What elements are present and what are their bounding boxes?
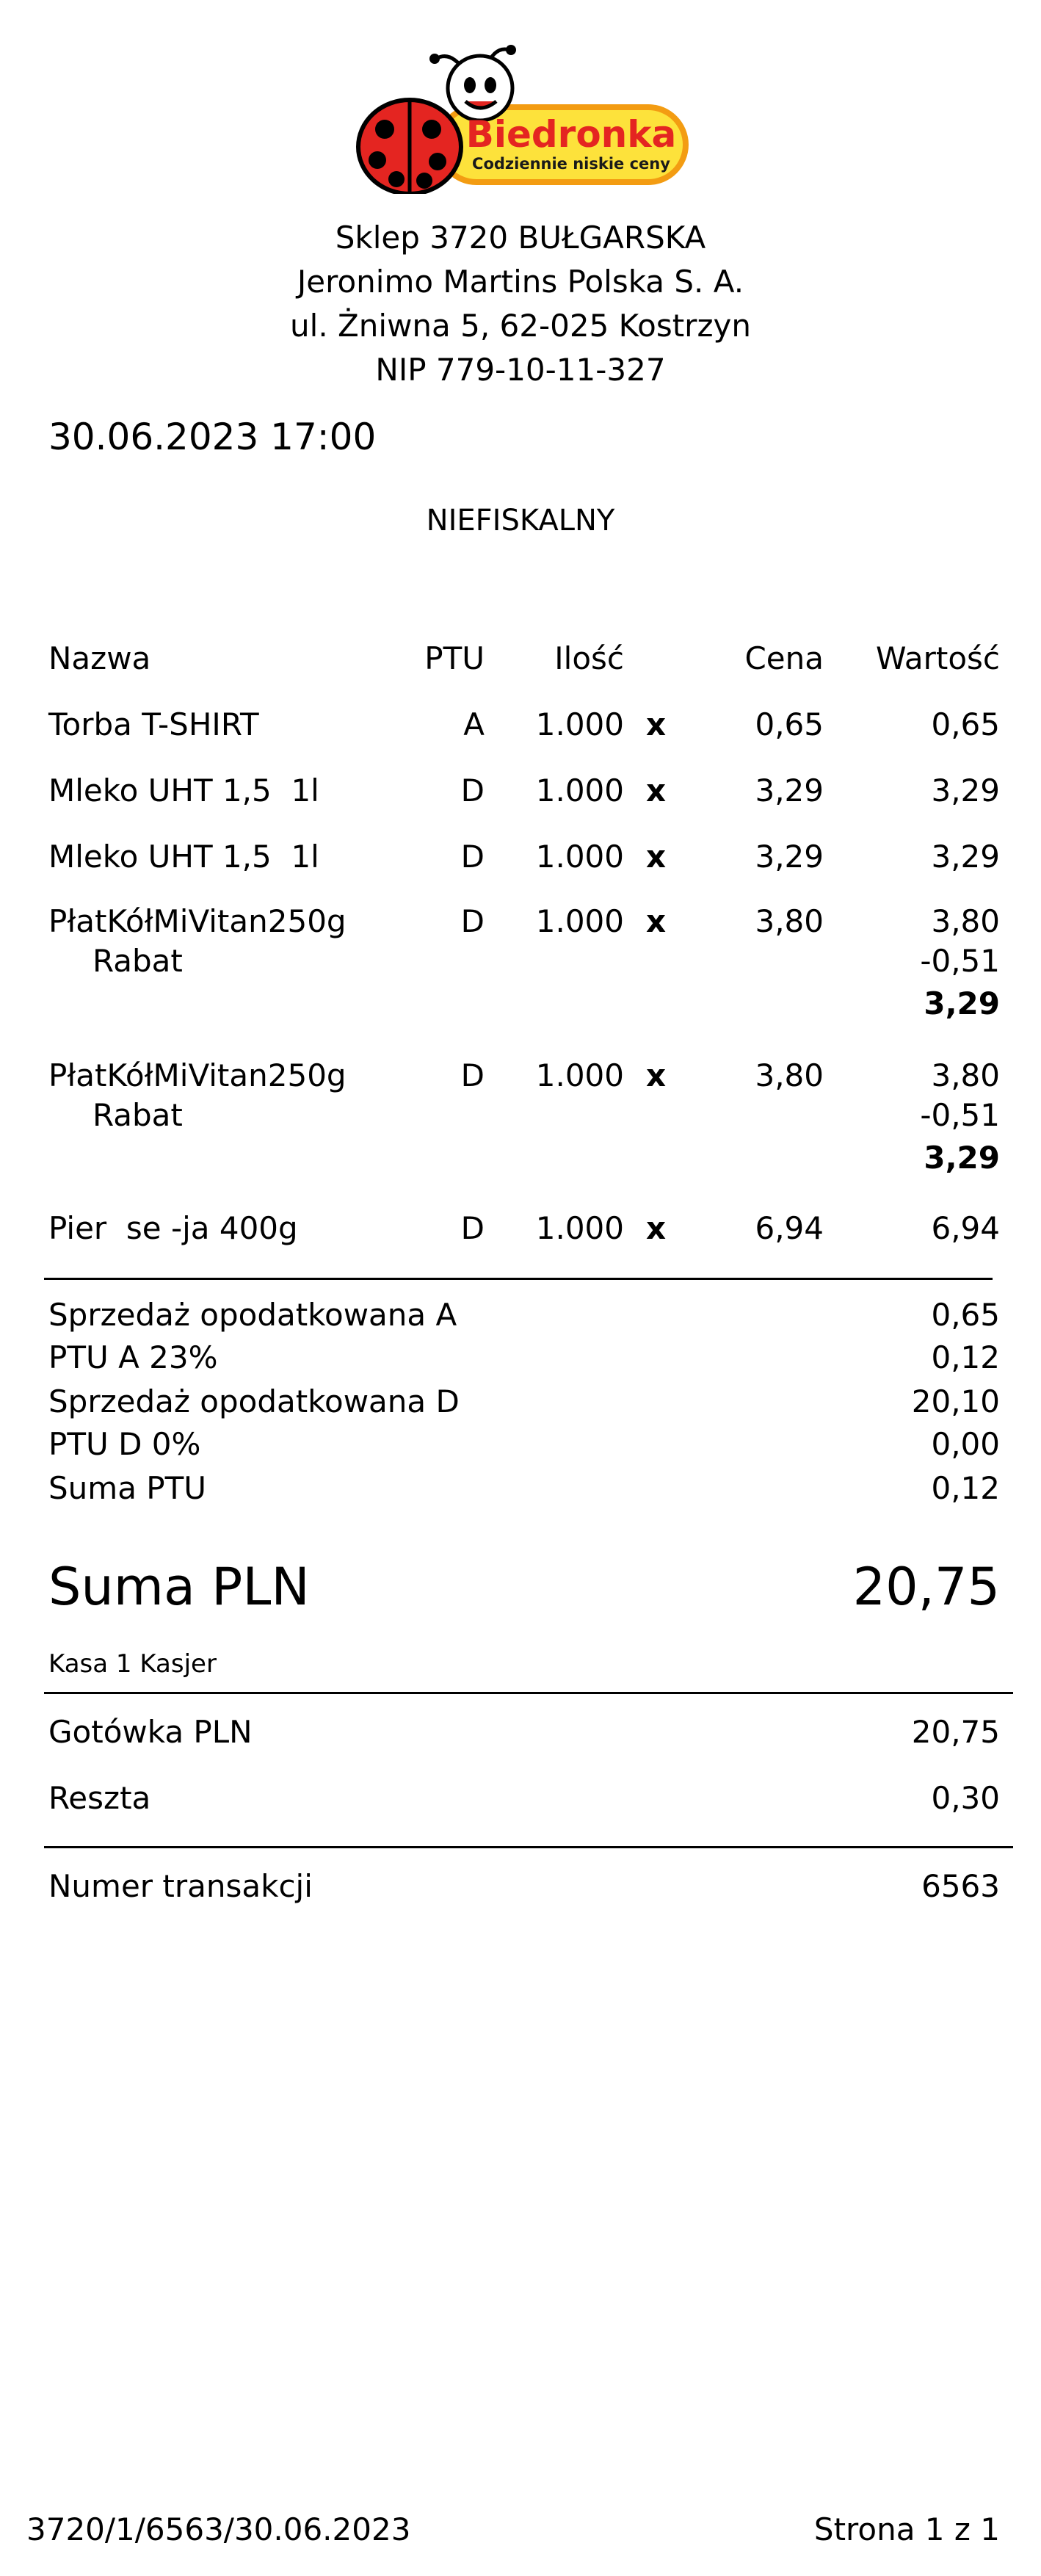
table-row xyxy=(48,903,1000,947)
item-ptu: D xyxy=(460,903,485,939)
payment-label: Reszta xyxy=(48,1780,151,1816)
summary-value: 0,00 xyxy=(931,1426,1000,1462)
footer-receipt-id: 3720/1/6563/30.06.2023 xyxy=(26,2511,411,2547)
item-ptu: D xyxy=(460,1057,485,1093)
store-address: ul. Żniwna 5, 62-025 Kostrzyn xyxy=(290,308,751,344)
header-qty: Ilość xyxy=(554,640,624,676)
discount-value: -0,51 xyxy=(920,1097,1000,1133)
divider xyxy=(44,1278,993,1280)
total-value: 20,75 xyxy=(852,1557,1000,1617)
biedronka-logo xyxy=(355,43,693,194)
table-row xyxy=(48,839,1000,883)
company-name: Jeronimo Martins Polska S. A. xyxy=(297,264,744,300)
item-value: 3,80 xyxy=(931,903,1000,939)
header-value: Wartość xyxy=(876,640,1000,676)
item-ptu: D xyxy=(460,1210,485,1246)
multiply-sign: x xyxy=(646,773,667,808)
item-qty: 1.000 xyxy=(535,773,624,808)
summary-value: 20,10 xyxy=(911,1383,1000,1419)
item-value: 3,80 xyxy=(931,1057,1000,1093)
multiply-sign: x xyxy=(646,706,667,742)
transaction-row xyxy=(48,1868,1000,1909)
item-price: 3,29 xyxy=(755,839,824,875)
summary-label: PTU D 0% xyxy=(48,1426,201,1462)
payment-value: 20,75 xyxy=(911,1714,1000,1750)
item-qty: 1.000 xyxy=(535,1057,624,1093)
summary-label: PTU A 23% xyxy=(48,1339,218,1375)
item-ptu: D xyxy=(460,839,485,875)
item-qty: 1.000 xyxy=(535,706,624,742)
summary-label: Sprzedaż opodatkowana D xyxy=(48,1383,460,1419)
transaction-number: 6563 xyxy=(921,1868,1000,1904)
item-name: PłatKółMiVitan250g xyxy=(48,903,347,939)
total-row xyxy=(48,1557,1000,1623)
item-ptu: A xyxy=(463,706,485,742)
item-price: 0,65 xyxy=(755,706,824,742)
item-price: 3,29 xyxy=(755,773,824,808)
item-name: Pier se -ja 400g xyxy=(48,1210,298,1246)
multiply-sign: x xyxy=(646,839,667,875)
item-name: Torba T-SHIRT xyxy=(48,706,259,742)
table-row xyxy=(48,1210,1000,1254)
summary-row xyxy=(48,1383,1000,1425)
discount-value: -0,51 xyxy=(920,943,1000,979)
item-qty: 1.000 xyxy=(535,1210,624,1246)
divider xyxy=(44,1692,1013,1694)
item-price: 3,80 xyxy=(755,903,824,939)
value-after-discount: 3,29 xyxy=(924,1140,1000,1176)
item-value: 3,29 xyxy=(931,839,1000,875)
item-name: PłatKółMiVitan250g xyxy=(48,1057,347,1093)
logo-tagline: Codziennie niskie ceny xyxy=(472,155,670,173)
table-row xyxy=(48,706,1000,750)
summary-row xyxy=(48,1297,1000,1338)
multiply-sign: x xyxy=(646,1210,667,1246)
header-price: Cena xyxy=(744,640,824,676)
summary-row xyxy=(48,1426,1000,1467)
item-qty: 1.000 xyxy=(535,839,624,875)
store-nip: NIP 779-10-11-327 xyxy=(375,352,666,388)
item-qty: 1.000 xyxy=(535,903,624,939)
logo-brand: Biedronka xyxy=(465,113,677,156)
summary-row xyxy=(48,1470,1000,1511)
divider xyxy=(44,1846,1013,1848)
store-name: Sklep 3720 BUŁGARSKA xyxy=(335,220,706,256)
item-price: 3,80 xyxy=(755,1057,824,1093)
payment-row xyxy=(48,1780,1000,1821)
summary-value: 0,65 xyxy=(931,1297,1000,1333)
item-name: Mleko UHT 1,5 1l xyxy=(48,839,319,875)
header-name: Nazwa xyxy=(48,640,151,676)
item-ptu: D xyxy=(460,773,485,808)
total-label: Suma PLN xyxy=(48,1557,310,1617)
summary-value: 0,12 xyxy=(931,1470,1000,1506)
payment-label: Gotówka PLN xyxy=(48,1714,253,1750)
table-row xyxy=(48,1057,1000,1101)
item-value: 0,65 xyxy=(931,706,1000,742)
item-price: 6,94 xyxy=(755,1210,824,1246)
multiply-sign: x xyxy=(646,903,667,939)
footer-page-number: Strona 1 z 1 xyxy=(813,2511,1000,2547)
summary-label: Suma PTU xyxy=(48,1470,207,1506)
table-row xyxy=(48,773,1000,817)
item-value: 3,29 xyxy=(931,773,1000,808)
cashier-info: Kasa 1 Kasjer xyxy=(48,1649,217,1679)
summary-value: 0,12 xyxy=(931,1339,1000,1375)
discount-label: Rabat xyxy=(93,943,183,979)
multiply-sign: x xyxy=(646,1057,667,1093)
transaction-label: Numer transakcji xyxy=(48,1868,313,1904)
table-header xyxy=(48,640,1000,684)
summary-row xyxy=(48,1339,1000,1381)
payment-value: 0,30 xyxy=(931,1780,1000,1816)
value-after-discount: 3,29 xyxy=(924,985,1000,1021)
discount-label: Rabat xyxy=(93,1097,183,1133)
header-ptu: PTU xyxy=(424,640,485,676)
item-value: 6,94 xyxy=(931,1210,1000,1246)
summary-label: Sprzedaż opodatkowana A xyxy=(48,1297,457,1333)
nonfiscal-label: NIEFISKALNY xyxy=(426,504,615,538)
payment-row xyxy=(48,1714,1000,1755)
item-name: Mleko UHT 1,5 1l xyxy=(48,773,319,808)
receipt-datetime: 30.06.2023 17:00 xyxy=(48,416,377,458)
